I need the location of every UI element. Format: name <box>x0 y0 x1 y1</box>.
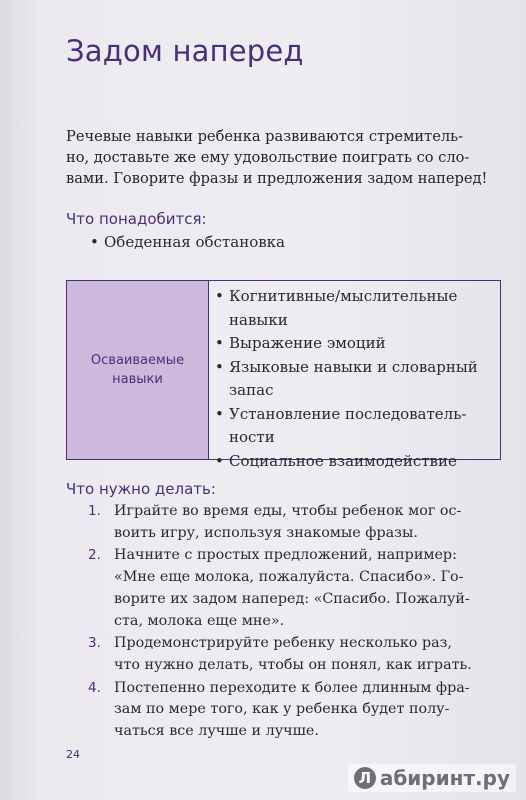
intro-line: вами. Говорите фразы и предложения задом наперед! <box>66 170 488 187</box>
steps-heading: Что нужно делать: <box>66 480 216 498</box>
step-line: Начните с простых предложений, например: <box>114 547 457 564</box>
step-line: Продемонстрируйте ребенку несколько раз, <box>114 635 452 652</box>
step-number: 2. <box>88 547 101 564</box>
intro-line: но, доставьте же ему удовольствие поиграть со сло- <box>66 149 470 166</box>
labirint-watermark <box>348 764 516 792</box>
skill-line: • Установление последователь- <box>215 404 467 423</box>
step-line: что нужно делать, чтобы он понял, как играть. <box>114 656 472 673</box>
skills-table <box>66 280 501 470</box>
step-number: 3. <box>88 635 101 652</box>
step-item <box>88 678 518 743</box>
skills-table-header <box>67 281 209 459</box>
skill-line: • Языковые навыки и словарный <box>215 357 478 376</box>
intro-line: Речевые навыки ребенка развиваются стремитель- <box>66 128 464 145</box>
step-item <box>88 501 518 544</box>
steps-list <box>88 501 518 744</box>
skills-header-line: Осваиваемые <box>90 353 185 368</box>
step-item <box>88 633 518 676</box>
step-line: чаться все лучше и лучше. <box>114 723 319 740</box>
skill-line: • Социальное взаимодействие <box>215 451 457 470</box>
skill-line: запас <box>229 381 274 399</box>
step-line: «Мне еще молока, пожалуйста. Спасибо». Го- <box>114 569 464 586</box>
step-line: зам по мере того, как у ребенка будет полу- <box>114 701 450 718</box>
bullet-icon: • <box>90 233 99 251</box>
skills-list <box>209 281 500 470</box>
step-line: ворите их задом наперед: «Спасибо. Пожалуй- <box>114 590 470 607</box>
materials-item-text: Обеденная обстановка <box>104 233 285 251</box>
skill-line: • Когнитивные/мыслительные <box>215 287 458 305</box>
step-line: Играйте во время еды, чтобы ребенок мог ос- <box>114 503 462 519</box>
watermark-text: абиринт.ру <box>379 766 510 790</box>
skills-header-line: навыки <box>112 372 163 387</box>
page-title: Задом наперед <box>66 34 304 68</box>
step-line: воить игру, используя знакомые фразы. <box>114 524 418 541</box>
step-line: Постепенно переходите к более длинным фра- <box>114 679 470 696</box>
intro-paragraph <box>66 126 516 189</box>
materials-heading: Что понадобится: <box>66 210 207 228</box>
labirint-logo-icon: Л <box>354 767 376 789</box>
step-item <box>88 545 518 632</box>
materials-item <box>90 233 285 251</box>
page-number: 24 <box>66 748 80 761</box>
step-line: ста, молока еще мне». <box>114 612 285 629</box>
step-number: 1. <box>88 503 101 519</box>
skill-line: навыки <box>229 310 288 329</box>
skill-line: ности <box>229 428 275 446</box>
skill-line: • Выражение эмоций <box>215 334 386 352</box>
step-number: 4. <box>88 679 101 696</box>
